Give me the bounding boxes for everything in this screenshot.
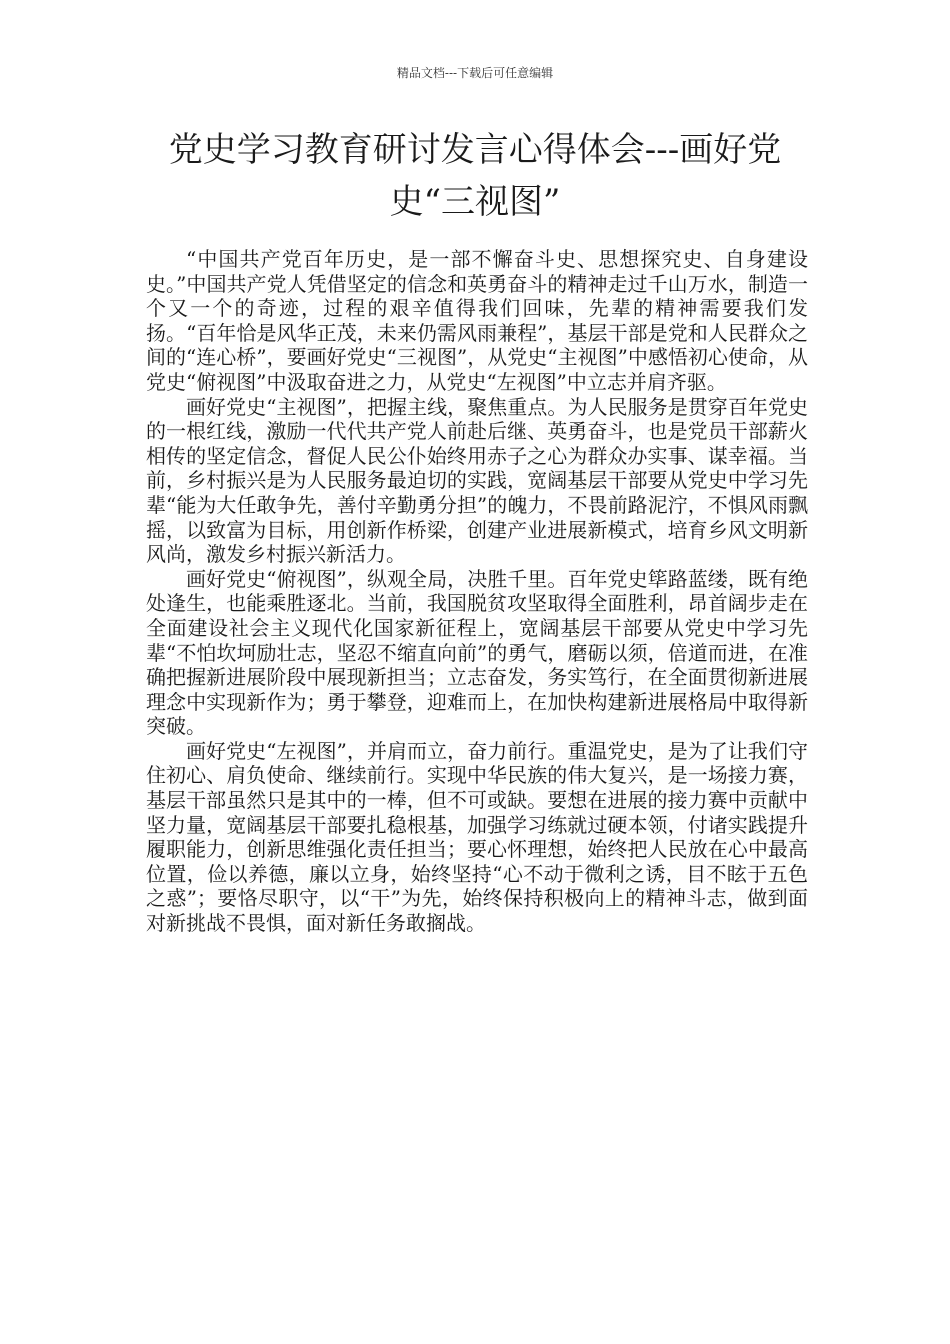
document-body: [146, 247, 808, 936]
title-line-2: 史“三视图”: [389, 182, 561, 222]
document-title: [130, 124, 820, 228]
title-line-1: 党史学习教育研讨发言心得体会---画好党: [168, 130, 782, 170]
paragraph-main-view: 画好党史“主视图”，把握主线，聚焦重点。为人民服务是贯穿百年党史的一根红线，激励一代代共产党人前赴后继、英勇奋斗，也是党员干部薪火相传的坚定信念，督促人民公仆始终用赤子之心为群众办实事、谋幸福。当前，乡村振兴是为人民服务最迫切的实践，宽阔基层干部要从党史中学习先辈“能为大任敢争先，善付辛勤勇分担”的魄力，不畏前路泥泞，不惧风雨飘摇，以致富为目标，用创新作桥梁，创建产业进展新模式，培育乡风文明新风尚，激发乡村振兴新活力。: [146, 394, 808, 567]
paragraph-intro: “中国共产党百年历史，是一部不懈奋斗史、思想探究史、自身建设史。”中国共产党人凭借坚定的信念和英勇奋斗的精神走过千山万水，制造一个又一个的奇迹，过程的艰辛值得我们回味，先辈的精神需要我们发扬。“百年恰是风华正茂，未来仍需风雨兼程”，基层干部是党和人民群众之间的“连心桥”，要画好党史“三视图”，从党史“主视图”中感悟初心使命，从党史“俯视图”中汲取奋进之力，从党史“左视图”中立志并肩齐驱。: [146, 247, 808, 394]
paragraph-top-view: 画好党史“俯视图”，纵观全局，决胜千里。百年党史筚路蓝缕，既有绝处逢生，也能乘胜逐北。当前，我国脱贫攻坚取得全面胜利，昂首阔步走在全面建设社会主义现代化国家新征程上，宽阔基层干部要从党史中学习先辈“不怕坎坷励壮志，坚忍不缩直向前”的勇气，磨砺以须，倍道而进，在准确把握新进展阶段中展现新担当；立志奋发，务实笃行，在全面贯彻新进展理念中实现新作为；勇于攀登，迎难而上，在加快构建新进展格局中取得新突破。: [146, 566, 808, 739]
paragraph-left-view: 画好党史“左视图”，并肩而立，奋力前行。重温党史，是为了让我们守住初心、肩负使命、继续前行。实现中华民族的伟大复兴，是一场接力赛，基层干部虽然只是其中的一棒，但不可或缺。要想在进展的接力赛中贡献中坚力量，宽阔基层干部要扎稳根基，加强学习练就过硬本领，付诸实践提升履职能力，创新思维强化责任担当；要心怀理想，始终把人民放在心中最高位置，俭以养德，廉以立身，始终坚持“心不动于微利之诱，目不眩于五色之惑”；要恪尽职守，以“干”为先，始终保持积极向上的精神斗志，做到面对新挑战不畏惧，面对新任务敢搁战。: [146, 738, 808, 936]
header-note: 精品文档---下载后可任意编辑: [396, 66, 554, 80]
